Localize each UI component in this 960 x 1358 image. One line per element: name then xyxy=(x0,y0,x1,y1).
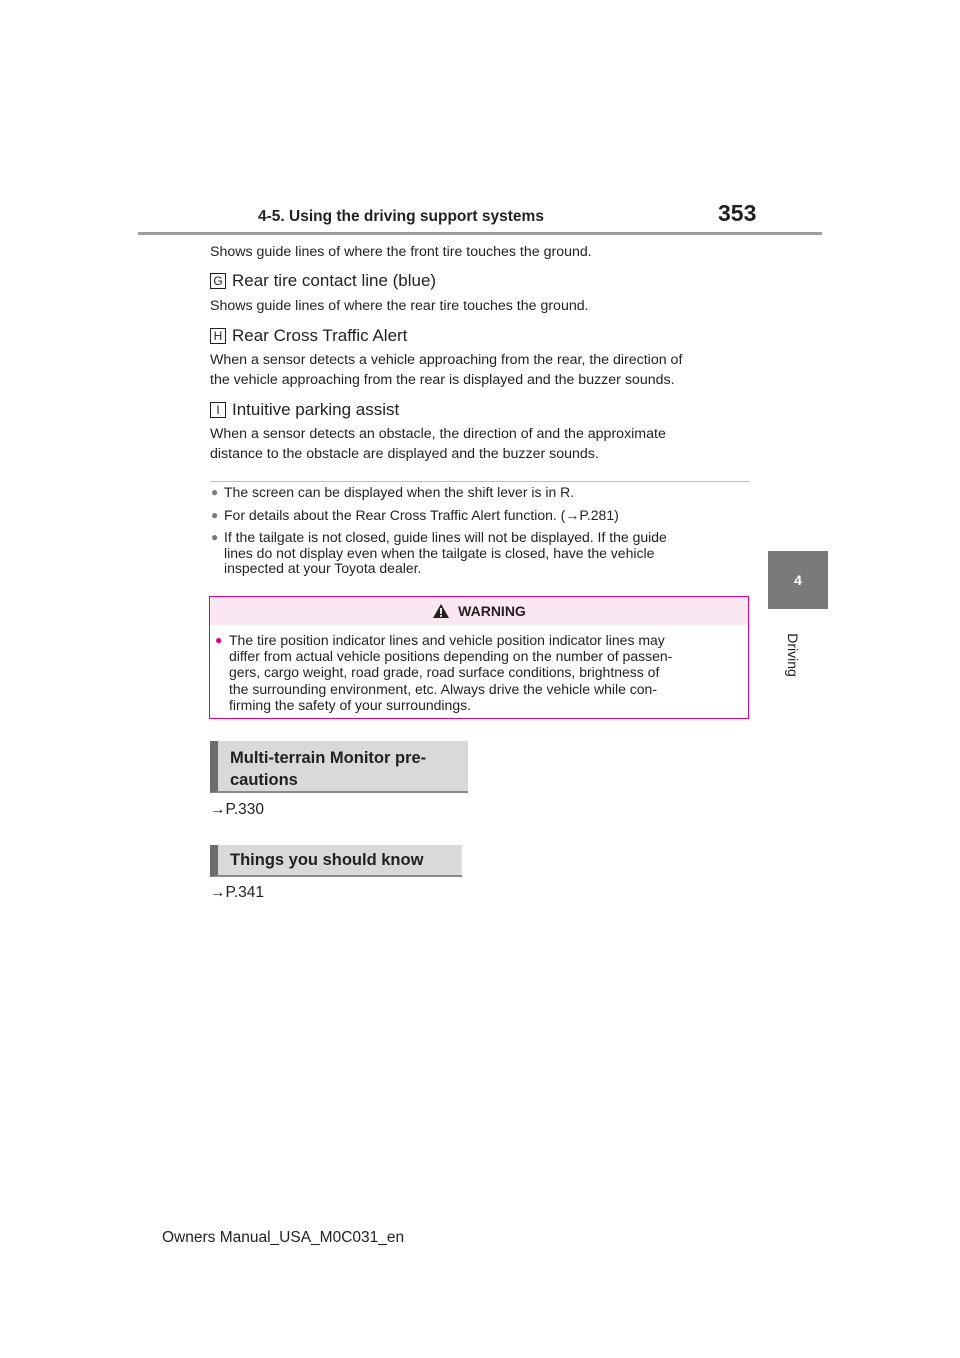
chapter-label xyxy=(783,617,807,697)
note-line: For details about the Rear Cross Traffic Alert function. (→P.281) xyxy=(224,506,619,523)
item-description-line: When a sensor detects a vehicle approaching from the rear, the direction of xyxy=(210,352,683,368)
chapter-tab xyxy=(768,551,828,609)
warning-body xyxy=(210,625,748,713)
footer-document-id: Owners Manual_USA_M0C031_en xyxy=(162,1229,405,1246)
warning-header xyxy=(210,597,748,625)
item-letter-h: H xyxy=(210,328,226,344)
bullet-dot-icon: ● xyxy=(211,507,219,522)
item-heading-h xyxy=(210,326,407,346)
page-reference-link[interactable]: →P.330 xyxy=(210,801,265,818)
section-title-line: Things you should know xyxy=(230,851,424,869)
section-title-line: Multi-terrain Monitor pre- xyxy=(230,749,427,767)
section-heading-things-to-know xyxy=(210,845,462,877)
bullet-dot-icon: ● xyxy=(211,485,219,499)
item-description-i xyxy=(210,425,666,464)
item-description-line: Shows guide lines of where the rear tire touches the ground. xyxy=(210,298,589,314)
note-line: inspected at your Toyota dealer. xyxy=(224,560,422,576)
bullet-dot-icon: ● xyxy=(211,530,219,544)
section-title-line: cautions xyxy=(230,771,298,789)
item-description-line: distance to the obstacle are displayed and the buzzer sounds. xyxy=(210,445,599,462)
header-divider xyxy=(138,232,822,235)
section-header-title: 4-5. Using the driving support systems xyxy=(258,208,544,225)
item-letter-g: G xyxy=(210,273,226,289)
item-description-line: When a sensor detects an obstacle, the direction of and the approximate xyxy=(210,426,666,442)
item-description-h xyxy=(210,351,682,390)
item-heading-g xyxy=(210,271,436,291)
note-item xyxy=(211,530,741,577)
notes-divider xyxy=(210,481,750,482)
bullet-dot-icon: ● xyxy=(215,633,223,647)
item-title-h: Rear Cross Traffic Alert xyxy=(232,326,408,345)
warning-line: gers, cargo weight, road grade, road surface conditions, brightness of xyxy=(229,664,660,681)
warning-line: firming the safety of your surroundings. xyxy=(229,696,472,713)
note-line: If the tailgate is not closed, guide lines will not be displayed. If the guide xyxy=(224,529,667,545)
warning-triangle-icon xyxy=(432,603,450,619)
warning-line: differ from actual vehicle positions depending on the number of passen- xyxy=(229,648,673,665)
note-item xyxy=(211,485,741,501)
note-line: lines do not display even when the tailgate is closed, have the vehicle xyxy=(224,544,655,561)
item-title-i: Intuitive parking assist xyxy=(232,400,400,419)
page-number: 353 xyxy=(718,200,757,226)
warning-box xyxy=(209,596,749,719)
warning-line: the surrounding environment, etc. Always drive the vehicle while con- xyxy=(229,680,657,697)
item-description-g xyxy=(210,297,589,317)
chapter-label-text: Driving xyxy=(785,633,801,677)
chapter-number: 4 xyxy=(794,572,802,588)
item-title-g: Rear tire contact line (blue) xyxy=(232,271,437,290)
intro-text: Shows guide lines of where the front tire touches the ground. xyxy=(210,244,592,260)
notes-list xyxy=(211,485,741,584)
note-line: The screen can be displayed when the shift lever is in R. xyxy=(224,484,575,500)
item-letter-i: I xyxy=(210,402,226,418)
warning-title: WARNING xyxy=(458,603,526,619)
warning-line: The tire position indicator lines and vehicle position indicator lines may xyxy=(229,632,665,648)
section-heading-precautions xyxy=(210,741,468,793)
item-heading-i xyxy=(210,400,399,420)
item-description-line: the vehicle approaching from the rear is displayed and the buzzer sounds. xyxy=(210,371,675,388)
page-reference-link[interactable]: →P.341 xyxy=(210,884,265,901)
note-item xyxy=(211,508,741,524)
